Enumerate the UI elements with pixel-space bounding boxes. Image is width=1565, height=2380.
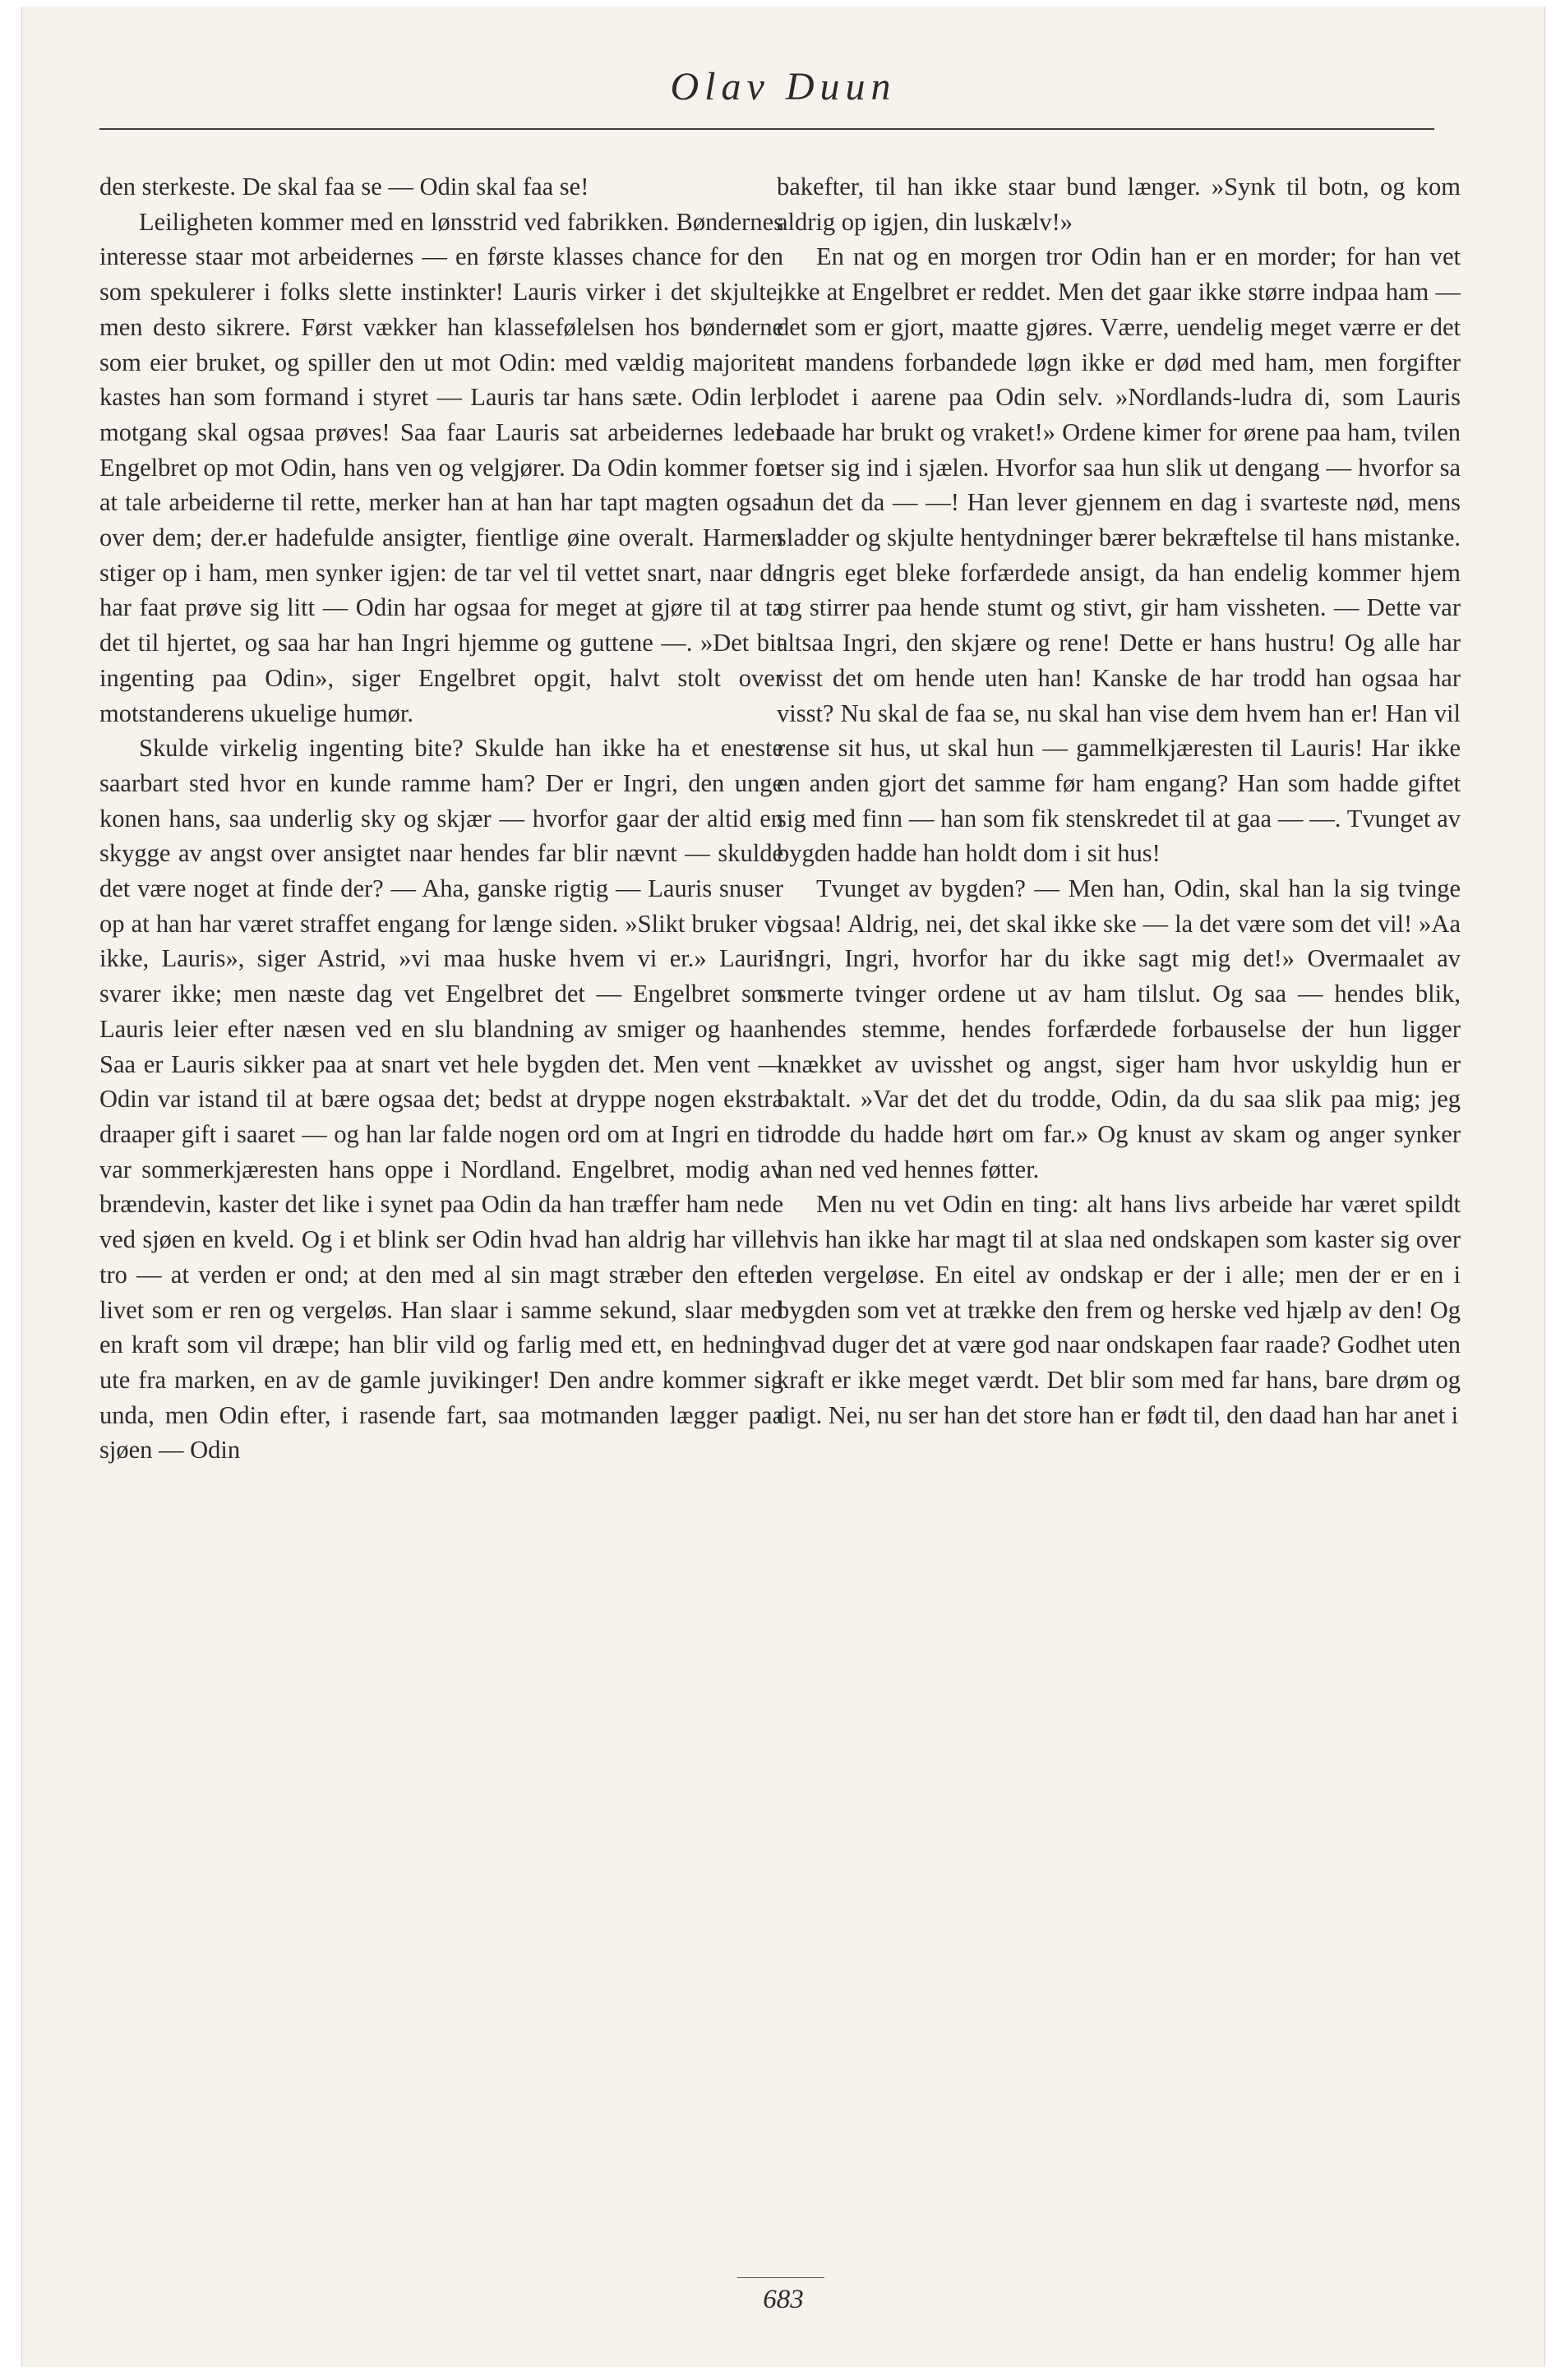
- paragraph: Skulde virkelig ingenting bite? Skulde han ikke ha et eneste saarbart sted hvor en kunde ramme ham? Der er Ingri, den unge konen hans, saa underlig sky og skjær — hvorfor gaar der altid en skygge av angst over ansigtet naar hendes far blir nævnt — skulde det være noget at finde der? — Aha, ganske rigtig — Lauris snuser op at han har været straffet engang for længe siden. »Slikt bruker vi ikke, Lauris», siger Astrid, »vi maa huske hvem vi er.» Lauris svarer ikke; men næste dag vet Engelbret det — Engelbret som Lauris leier efter næsen ved en slu blandning av smiger og haan. Saa er Lauris sikker paa at snart vet hele bygden det. Men vent — Odin var istand til at bære ogsaa det; bedst at dryppe nogen ekstra draaper gift i saaret — og han lar falde nogen ord om at Ingri en tid var sommerkjæresten hans oppe i Nordland. Engelbret, modig av brændevin, kaster det like i synet paa Odin da han træffer ham nede ved sjøen en kveld. Og i et blink ser Odin hvad han aldrig har villet tro — at verden er ond; at den med al sin magt stræber den efter livet som er ren og vergeløs. Han slaar i samme sekund, slaar med en kraft som vil dræpe; han blir vild og farlig med ett, en hedning ute fra marken, en av de gamle juvikinger! Den andre kommer sig unda, men Odin efter, i rasende fart, saa motmanden lægger paa sjøen — Odin: [99, 734, 783, 1464]
- paragraph: den sterkeste. De skal faa se — Odin skal faa se!: [99, 173, 589, 201]
- right-column: [777, 169, 1461, 2142]
- header-rule: [99, 128, 1434, 130]
- paragraph: Leiligheten kommer med en lønsstrid ved fabrikken. Bøndernes interesse staar mot arbeidernes — en første klasses chance for den som spekulerer i folks slette instinkter! Lauris virker i det skjulte, men desto sikrere. Først vækker han klassefølelsen hos bønderne som eier bruket, og spiller den ut mot Odin: med vældig majoritet kastes han som formand i styret — Lauris tar hans sæte. Odin ler; motgang skal ogsaa prøves! Saa faar Lauris sat arbeidernes leder Engelbret op mot Odin, hans ven og velgjører. Da Odin kommer for at tale arbeiderne til rette, merker han at han har tapt magten ogsaa over dem; der.er hadefulde ansigter, fientlige øine overalt. Harmen stiger op i ham, men synker igjen: de tar vel til vettet snart, naar de har faat prøve sig litt — Odin har ogsaa for meget at gjøre til at ta det til hjertet, og saa har han Ingri hjemme og guttene —. »Det bit ingenting paa Odin», siger Engelbret opgit, halvt stolt over motstanderens ukuelige humør.: [99, 207, 783, 727]
- paragraph: bakefter, til han ikke staar bund længer. »Synk til botn, og kom aldrig op igjen, din luskælv!»: [777, 173, 1461, 236]
- page-sheet: [21, 7, 1545, 2367]
- paragraph: Tvunget av bygden? — Men han, Odin, skal han la sig tvinge ogsaa! Aldrig, nei, det skal ikke ske — la det være som det vil! »Aa Ingri, Ingri, hvorfor har du ikke sagt mig det!» Overmaalet av smerte tvinger ordene ut av ham tilslut. Og saa — hendes blik, hendes stemme, hendes forfærdede forbauselse der hun ligger knækket av uvisshet og angst, siger ham hvor uskyldig hun er baktalt. »Var det det du trodde, Odin, da du saa slik paa mig; jeg trodde du hadde hørt om far.» Og knust av skam og anger synker han ned ved hennes føtter.: [777, 874, 1461, 1183]
- running-head: Olav Duun: [670, 65, 897, 108]
- folio-rule: [737, 2277, 824, 2278]
- page-number: 683: [763, 2285, 804, 2314]
- paragraph: En nat og en morgen tror Odin han er en morder; for han vet ikke at Engelbret er reddet. Men det gaar ikke større indpaa ham — det som er gjort, maatte gjøres. Værre, uendelig meget værre er det at mandens forbandede løgn ikke er død med ham, men forgifter blodet i aarene paa Odin selv. »Nordlands-ludra di, som Lauris baade har brukt og vraket!» Ordene kimer for ørene paa ham, tvilen etser sig ind i sjælen. Hvorfor saa hun slik ut dengang — hvorfor sa hun det da — —! Han lever gjennem en dag i svarteste nød, mens sladder og skjulte hentydninger bærer bekræftelse til hans mistanke. Ingris eget bleke forfærdede ansigt, da han endelig kommer hjem og stirrer paa hende stumt og stivt, gir ham vissheten. — Dette var altsaa Ingri, den skjære og rene! Dette er hans hustru! Og alle har visst det om hende uten han! Kanske de har trodd han ogsaa har visst? Nu skal de faa se, nu skal han vise dem hvem han er! Han vil rense sit hus, ut skal hun — gammelkjæresten til Lauris! Har ikke en anden gjort det samme før ham engang? Han som hadde giftet sig med finn — han som fik stenskredet til at gaa — —. Tvunget av bygden hadde han holdt dom i sit hus!: [777, 242, 1461, 868]
- left-column: [99, 169, 783, 2142]
- paragraph: Men nu vet Odin en ting: alt hans livs arbeide har været spildt hvis han ikke har magt til at slaa ned ondskapen som kaster sig over den vergeløse. En eitel av ondskap er der i alle; men der er en i bygden som vet at trække den frem og herske ved hjælp av den! Og hvad duger det at være god naar ondskapen faar raade? Godhet uten kraft er ikke meget værdt. Det blir som med far hans, bare drøm og digt. Nei, nu ser han det store han er født til, den daad han har anet i: [777, 1190, 1461, 1429]
